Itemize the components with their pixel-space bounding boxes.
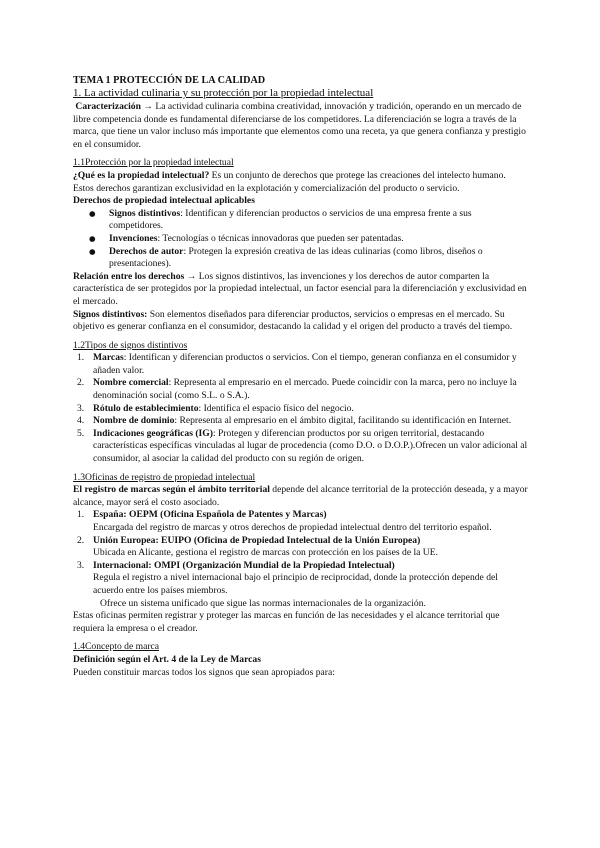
list-item: 2. Nombre comercial: Representa al empresario en el mercado. Puede coincidir con la marca, pero no incluye la denominación social (como S.L. o S.A.).: [77, 377, 517, 402]
list-item: 3. Rótulo de establecimiento: Identifica el espacio físico del negocio.: [77, 402, 354, 414]
signos-types-list: [73, 352, 528, 465]
heading-1: 1. La actividad culinaria y su protección por la propiedad intelectual: [73, 87, 374, 99]
list-item: 5. Indicaciones geográficas (IG): Protegen y diferencian productos por su origen territorial, destacando características específicas vinculadas al lugar de procedencia (como D.O. o D.O.P.).Ofrecen un valor adicional al consumidor, al asociar la calidad del producto con su región de origen.: [77, 427, 528, 465]
document-title: TEMA 1 PROTECCIÓN DE LA CALIDAD: [73, 75, 266, 86]
definition-heading: Definición según el Art. 4 de la Ley de Marcas: [73, 653, 261, 665]
relacion-paragraph: Relación entre los derechos → Los signos distintivos, las invenciones y los derechos de autor comparten la característica de ser protegidos por la propiedad intelectual, un factor esencial para la diferenciación y exclusividad en el mercado.: [73, 270, 527, 307]
definition-text: Pueden constituir marcas todos los signos que sean apropiados para:: [73, 666, 335, 678]
list-item: 2. Unión Europea: EUIPO (Oficina de Propiedad Intelectual de la Unión Europea) Ubicada en Alicante, gestiona el registro de marcas con protección en los países de la UE.: [77, 534, 438, 559]
list-item: ● Signos distintivos: Identifican y diferencian productos o servicios de una empresa frente a sus competidores.: [107, 208, 528, 233]
caracterizacion-label: Caracterización: [75, 101, 141, 112]
registro-intro-paragraph: El registro de marcas según el ámbito territorial depende del alcance territorial de la protección deseada, y a mayor alcance, mayor será el costo asociado.: [73, 484, 528, 508]
propiedad-intelectual-paragraph: [73, 170, 528, 195]
arrow-glyph: →: [143, 101, 153, 112]
list-item: 1. España: OEPM (Oficina Española de Patentes y Marcas) Encargada del registro de marcas y otros derechos de propiedad intelectual dentro del territorio español.: [77, 509, 492, 533]
question-label: ¿Qué es la propiedad intelectual?: [73, 169, 210, 181]
relacion-label: Relación entre los derechos: [73, 270, 185, 282]
signos-label: Signos distintivos:: [73, 308, 148, 320]
rights-heading: Derechos de propiedad intelectual aplicables: [73, 195, 255, 207]
list-item: 4. Nombre de dominio: Representa al empresario en el ámbito digital, facilitando su identificación en Internet.: [77, 415, 512, 427]
question-text: Es un conjunto de derechos que protege las creaciones del intelecto humano. Estos derechos garantizan exclusividad en la explotación y comercialización del producto o servicio.: [73, 169, 506, 194]
list-item: 1. Marcas: Identifican y diferencian productos o servicios. Con el tiempo, generan confianza en el consumidor y añaden valor.: [77, 352, 517, 376]
section-1-1-heading: 1.1Protección por la propiedad intelectual: [73, 157, 234, 169]
section-1-3-heading: 1.3Oficinas de registro de propiedad intelectual: [73, 471, 256, 483]
signos-paragraph: Signos distintivos: Son elementos diseñados para diferenciar productos, servicios o empresas en el mercado. Su objetivo es generar confianza en el consumidor, destacando la calidad y el origen del producto a través del tiempo.: [73, 308, 513, 333]
caracterizacion-paragraph: [73, 101, 528, 151]
arrow-glyph: →: [186, 270, 197, 282]
rights-list: [73, 208, 528, 271]
caracterizacion-text: La actividad culinaria combina creatividad, innovación y tradición, operando en un mercado de libre competencia donde es fundamental diferenciarse de los competidores. La diferenciación se logra a través de la marca, que tiene un valor incluso más importante que elementos como una receta, ya que genera confianza y prestigio en el consumidor.: [73, 101, 526, 150]
document-page: [73, 74, 528, 679]
offices-list: [73, 509, 528, 610]
section-1-4-heading: 1.4Concepto de marca: [73, 641, 160, 653]
section-1-2-heading: 1.2Tipos de signos distintivos: [73, 339, 188, 351]
list-item: ● Derechos de autor: Protegen la expresión creativa de las ideas culinarias (como libros, diseños o presentaciones).: [107, 246, 528, 271]
list-item: 3. Internacional: OMPI (Organización Mundial de la Propiedad Intelectual) Regula el registro a nivel internacional bajo el principio de reciprocidad, donde la protección depende del acuerdo entre los países miembros. Ofrece un sistema unificado que sigue las normas internacionales de la organización.: [77, 559, 498, 609]
list-item: ● Invenciones: Tecnologías o técnicas innovadoras que pueden ser patentadas.: [107, 233, 528, 246]
offices-closing-paragraph: Estas oficinas permiten registrar y proteger las marcas en función de las necesidades y el alcance territorial que requiera la empresa o el creador.: [73, 610, 500, 634]
